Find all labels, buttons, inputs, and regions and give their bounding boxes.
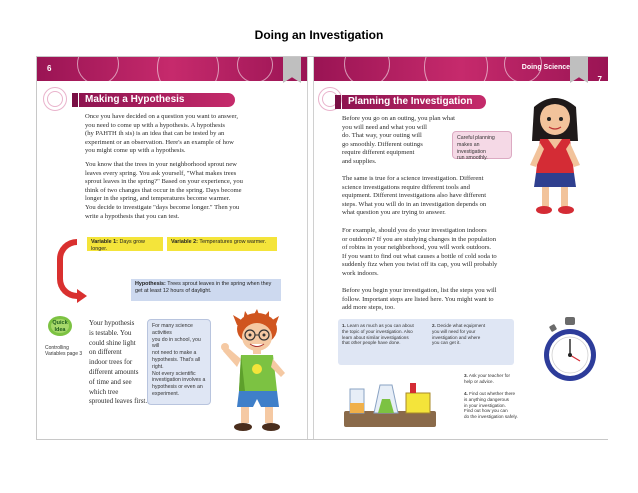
left-page-number: 6 <box>47 64 52 73</box>
variable-2-box: Variable 2: Temperatures grow warmer. <box>167 237 277 251</box>
hypothesis-box: Hypothesis: Trees sprout leaves in the spring when they get at least 12 hours of daylight. <box>131 279 281 301</box>
right-page-number: 7 <box>597 75 602 84</box>
left-paragraph-2: You know that the trees in your neighborhood sprout new leaves every spring. You ask yourself, "What makes trees sprout leaves in the spring?" Based on your experience, you think of two changes that occur in the spring. Days become longer in the spring, and temperatures become warmer. You decide to investigate "days become longer." Then you write a hypothesis that you can test. <box>85 161 243 220</box>
left-page <box>37 57 308 439</box>
right-note-box: Careful planning makes an investigation run smoothly. <box>452 131 512 159</box>
flow-arrow <box>57 239 77 299</box>
lab-equipment-illustration <box>340 371 440 431</box>
document-title: Doing an Investigation <box>254 28 384 42</box>
right-heading: Planning the Investigation <box>342 95 486 109</box>
right-paragraph-1: Before you go on an outing, you plan what you will need and what you will do. That way, your outing will go smoothly. Different outings require different equipment and supplies. <box>342 115 455 165</box>
section-label: Doing Science <box>521 64 570 71</box>
right-page <box>313 57 608 439</box>
steps-box <box>338 319 514 365</box>
left-paragraph-3: Your hypothesis is testable. You could shine light on different indoor trees for different amounts of time and see which tree sprouted leaves first. <box>89 319 148 406</box>
right-banner <box>314 57 608 84</box>
left-paragraph-1: Once you have decided on a question you want to answer, you need to come up with a hypothesis. A hypothesis (hy PAHTH ih sis) is an idea that can be tested by an experiment or an observation. Here's an example of how you might come up with a hypothesis. <box>85 113 238 155</box>
step-4: 4. Find out whether there is anything dangerous in your investigation. Find out how you can do the investigation safely. <box>464 391 518 420</box>
left-note-box: For many science activities you do in school, you will not need to make a hypothesis. That's all right. Not every scientific investigation involves a hypothesis or even an experiment. <box>147 319 211 405</box>
quick-idea-logo <box>47 315 73 337</box>
svg-text:Idea: Idea <box>54 327 66 333</box>
boy-illustration <box>219 307 299 435</box>
step-3: 3. Ask your teacher for help or advice. <box>464 373 510 384</box>
right-paragraph-2: The same is true for a science investigation. Different science investigations require different tools and equipment. Different investigations also have different steps. What you will do in an investigation depends on what question you are trying to answer. <box>342 175 487 217</box>
logo-caption: Controlling Variables page 3 <box>45 345 83 358</box>
left-heading: Making a Hypothesis <box>79 93 235 107</box>
book-spread <box>36 56 608 440</box>
svg-text:Quick: Quick <box>52 320 68 326</box>
step-1: 1. Learn as much as you can about the topic of your investigation. Also learn about similar investigations that other people have done. <box>342 323 414 346</box>
variable-1-box: Variable 1: Days grow longer. <box>87 237 163 251</box>
stopwatch-icon <box>542 315 598 387</box>
right-paragraph-4: Before you begin your investigation, list the steps you will follow. Important steps are listed here. You might want to add more steps, too. <box>342 287 497 312</box>
right-paragraph-3: For example, should you do your investigation indoors or outdoors? If you are studying changes in the population of robins in your neighborhood, you will work outdoors. If you want to find out what causes a bottle of cold soda to suddenly fizz when you twist off its cap, you will probably work indoors. <box>342 227 498 277</box>
step-2: 2. Decide what equipment you will need for your investigation and where you can get it. <box>432 323 486 346</box>
arrowhead-icon <box>77 289 87 303</box>
left-banner <box>37 57 307 81</box>
